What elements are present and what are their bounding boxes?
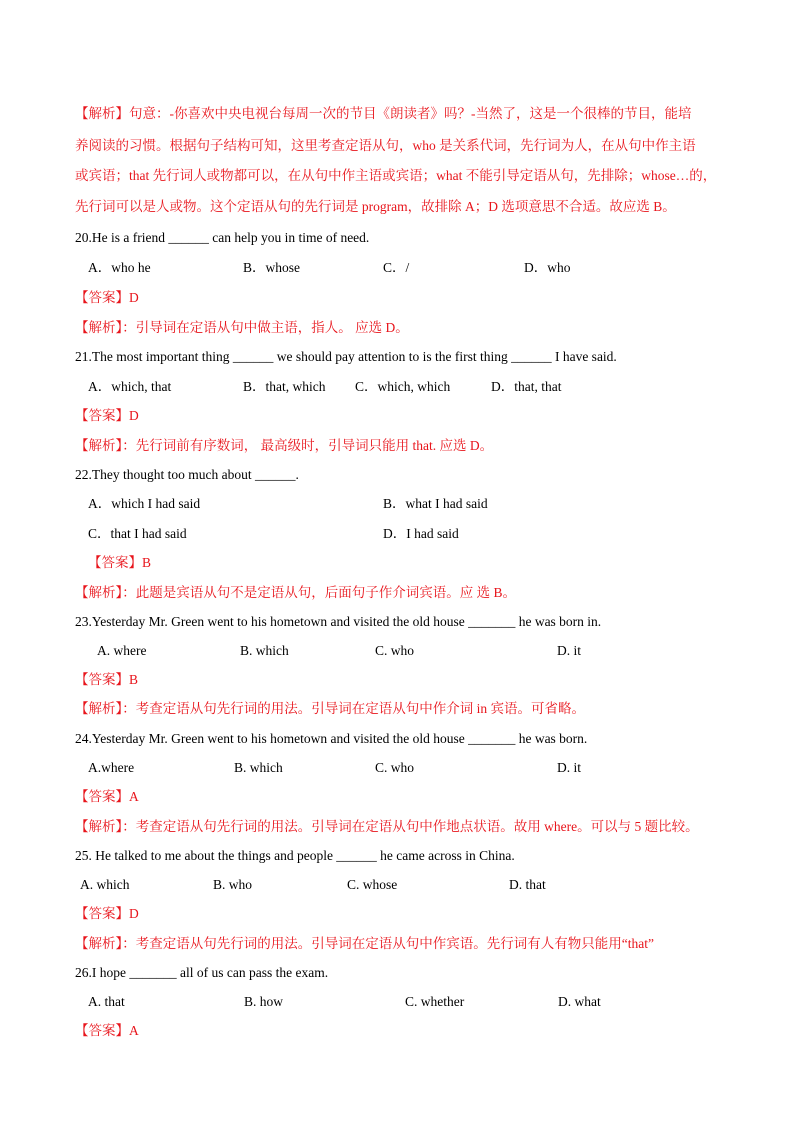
analysis-line: 养阅读的习惯。根据句子结构可知，这里考查定语从句，who 是关系代词，先行词为人，在从句中作主语	[75, 138, 696, 153]
option-b: B．that, which	[243, 379, 326, 394]
option-c: C. who	[375, 643, 415, 658]
question-stem: 26.I hope _______ all of us can pass the exam.	[75, 965, 329, 980]
option-d: D．I had said	[383, 526, 459, 541]
option-d: D. it	[557, 760, 582, 775]
analysis-line: 【解析】：考查定语从句先行词的用法。引导词在定语从句中作地点状语。故用 where。可以与 5 题比较。	[75, 819, 699, 834]
option-a: A. which	[80, 877, 130, 892]
analysis-line: 先行词可以是人或物。这个定语从句的先行词是 program，故排除 A；D 选项意思不合适。故应选 B。	[75, 199, 676, 214]
option-b: B．whose	[243, 260, 300, 275]
question-stem: 22.They thought too much about ______.	[75, 467, 299, 482]
question-stem: 23.Yesterday Mr. Green went to his hometown and visited the old house _______ he was born in.	[75, 614, 602, 629]
answer-label: 【答案】A	[75, 1023, 139, 1038]
analysis-line: 【解析】：此题是宾语从句不是定语从句，后面句子作介词宾语。应 选 B。	[75, 585, 517, 600]
analysis-line: 【解析】：考查定语从句先行词的用法。引导词在定语从句中作宾语。先行词有人有物只能用“that”	[75, 936, 654, 951]
option-c: C. whether	[405, 994, 465, 1009]
option-b: B. who	[213, 877, 253, 892]
option-c: C．/	[383, 260, 410, 275]
answer-label: 【答案】D	[75, 906, 139, 921]
option-a: A.where	[88, 760, 135, 775]
option-b: B. which	[240, 643, 289, 658]
option-c: C．that I had said	[88, 526, 187, 541]
analysis-line: 【解析】：考查定语从句先行词的用法。引导词在定语从句中作介词 in 宾语。可省略。	[75, 701, 585, 716]
analysis-line: 【解析】句意：-你喜欢中央电视台每周一次的节目《朗读者》吗？-当然了，这是一个很棒的节目，能培	[75, 106, 692, 121]
option-d: D. that	[509, 877, 546, 892]
option-c: C．which, which	[355, 379, 451, 394]
option-c: C. whose	[347, 877, 398, 892]
question-stem: 25. He talked to me about the things and people ______ he came across in China.	[75, 848, 515, 863]
question-stem: 21.The most important thing ______ we should pay attention to is the first thing ______ I have said.	[75, 349, 617, 364]
option-a: A. that	[88, 994, 125, 1009]
option-a: A．which I had said	[88, 496, 201, 511]
answer-label: 【答案】A	[75, 789, 139, 804]
option-a: A．who he	[88, 260, 151, 275]
option-d: D. it	[557, 643, 582, 658]
analysis-line: 【解析】：先行词前有序数词， 最高级时，引导词只能用 that. 应选 D。	[75, 438, 494, 453]
option-d: D．who	[524, 260, 571, 275]
answer-label: 【答案】D	[75, 408, 139, 423]
option-b: B. how	[244, 994, 284, 1009]
option-c: C. who	[375, 760, 415, 775]
option-b: B. which	[234, 760, 283, 775]
option-b: B．what I had said	[383, 496, 488, 511]
analysis-line: 或宾语；that 先行词人或物都可以，在从句中作主语或宾语；what 不能引导定语从句，先排除；whose…的，	[75, 168, 717, 183]
answer-label: 【答案】B	[88, 555, 152, 570]
question-stem: 20.He is a friend ______ can help you in time of need.	[75, 230, 370, 245]
answer-label: 【答案】D	[75, 290, 139, 305]
option-d: D. what	[558, 994, 601, 1009]
option-a: A. where	[97, 643, 147, 658]
option-a: A．which, that	[88, 379, 172, 394]
analysis-line: 【解析】：引导词在定语从句中做主语，指人。 应选 D。	[75, 320, 409, 335]
question-stem: 24.Yesterday Mr. Green went to his hometown and visited the old house _______ he was born.	[75, 731, 588, 746]
answer-label: 【答案】B	[75, 672, 139, 687]
option-d: D．that, that	[491, 379, 562, 394]
